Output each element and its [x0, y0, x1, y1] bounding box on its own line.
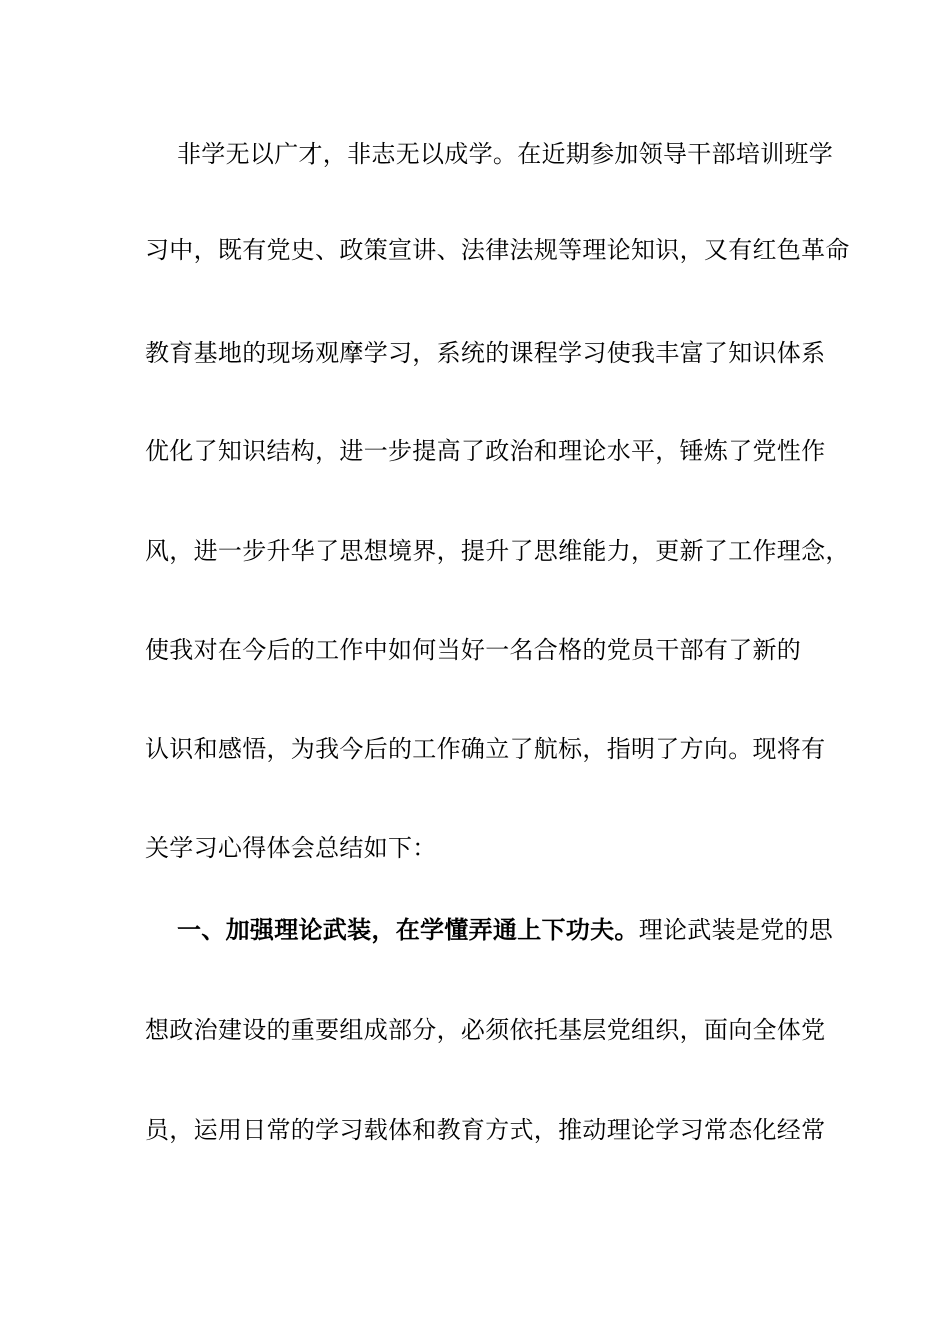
- paragraph-2-line-3: 员，运用日常的学习载体和教育方式，推动理论学习常态化经常: [145, 1116, 826, 1144]
- paragraph-1-line-5: 风，进一步升华了思想境界，提升了思维能力，更新了工作理念，: [145, 537, 850, 565]
- paragraph-2-line-1: [177, 914, 834, 946]
- paragraph-2-first-line-text: 理论武装是党的思: [638, 916, 834, 944]
- paragraph-1-line-3: 教育基地的现场观摩学习，系统的课程学习使我丰富了知识体系: [145, 339, 826, 367]
- paragraph-1-line-6: 使我对在今后的工作中如何当好一名合格的党员干部有了新的: [145, 636, 802, 664]
- paragraph-1-line-7: 认识和感悟，为我今后的工作确立了航标，指明了方向。现将有: [145, 735, 826, 763]
- paragraph-1-line-1: 非学无以广才，非志无以成学。在近期参加领导干部培训班学: [177, 140, 834, 168]
- section-heading: 一、加强理论武装，在学懂弄通上下功夫。: [177, 916, 639, 944]
- paragraph-1-line-4: 优化了知识结构，进一步提高了政治和理论水平，锤炼了党性作: [145, 437, 826, 465]
- paragraph-1-line-2: 习中，既有党史、政策宣讲、法律法规等理论知识，又有红色革命: [145, 236, 850, 264]
- paragraph-2-line-2: 想政治建设的重要组成部分，必须依托基层党组织，面向全体党: [145, 1016, 826, 1044]
- paragraph-1-line-8: 关学习心得体会总结如下：: [145, 834, 437, 862]
